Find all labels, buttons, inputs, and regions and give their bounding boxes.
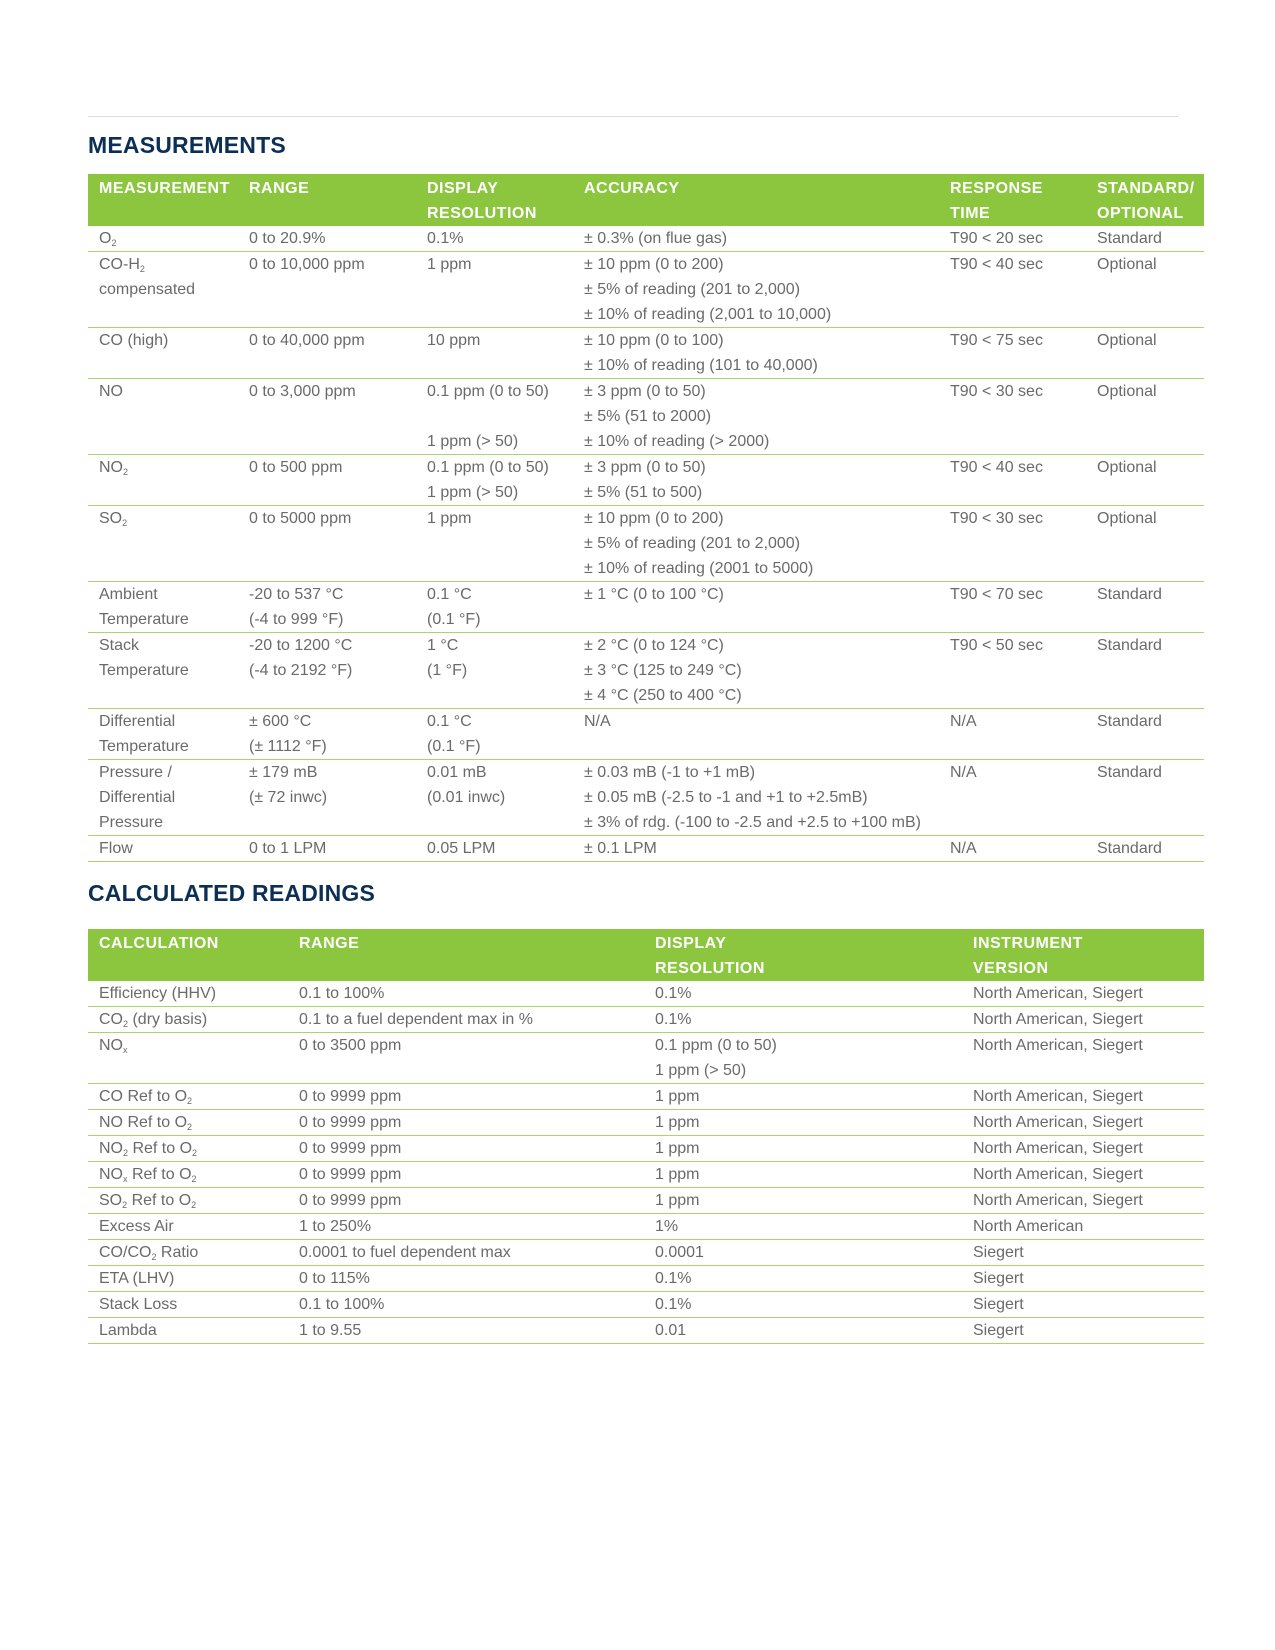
calculated-cell-calculation: Excess Air [88,1214,288,1240]
calculated-cell-calculation: $CO_2$ (dry basis) [88,1007,288,1033]
calculated-cell-calculation: $NO_x$ Ref to $O_2$ [88,1162,288,1188]
measurements-cell-measurement: Flow [88,836,238,862]
measurements-cell-standard: Standard [1086,709,1204,760]
calculated-cell-calculation: CO Ref to $O_2$ [88,1084,288,1110]
measurements-cell-measurement: $NO_2$ [88,455,238,506]
table-row [88,836,1204,862]
measurements-title: MEASUREMENTS [88,132,286,158]
measurements-cell-standard: Standard [1086,836,1204,862]
measurements-cell-resolution: 1 °C (1 °F) [416,633,573,709]
calculated-cell-version: North American [962,1214,1204,1240]
measurements-cell-standard: Standard [1086,760,1204,836]
table-row [88,379,1204,455]
calculated-cell-resolution: 0.1% [644,981,962,1007]
calculated-header-3: INSTRUMENT VERSION [962,929,1204,981]
measurements-cell-accuracy: ± 3 ppm (0 to 50) ± 5% (51 to 500) [573,455,939,506]
measurements-cell-accuracy: ± 0.3% (on flue gas) [573,226,939,252]
calculated-cell-resolution: 1 ppm [644,1188,962,1214]
table-row [88,252,1204,328]
table-row [88,633,1204,709]
table-row [88,1240,1204,1266]
calculated-cell-range: 1 to 9.55 [288,1318,644,1344]
measurements-cell-accuracy: ± 2 °C (0 to 124 °C) ± 3 °C (125 to 249 °C) ± 4 °C (250 to 400 °C) [573,633,939,709]
measurements-cell-response: T90 < 50 sec [939,633,1086,709]
measurements-cell-standard: Standard [1086,582,1204,633]
measurements-cell-response: T90 < 75 sec [939,328,1086,379]
calculated-cell-version: Siegert [962,1240,1204,1266]
measurements-cell-range: 0 to 5000 ppm [238,506,416,582]
calculated-cell-resolution: 1 ppm [644,1110,962,1136]
calculated-cell-version: North American, Siegert [962,1110,1204,1136]
table-row [88,506,1204,582]
calculated-cell-range: 1 to 250% [288,1214,644,1240]
measurements-cell-standard: Optional [1086,379,1204,455]
measurements-cell-accuracy: ± 10 ppm (0 to 200) ± 5% of reading (201 to 2,000) ± 10% of reading (2,001 to 10,000) [573,252,939,328]
table-row [88,709,1204,760]
table-row [88,981,1204,1007]
calculated-cell-range: 0.0001 to fuel dependent max [288,1240,644,1266]
measurements-header-4: RESPONSE TIME [939,174,1086,226]
calculated-cell-range: 0.1 to 100% [288,981,644,1007]
measurements-header-2: DISPLAY RESOLUTION [416,174,573,226]
calculated-cell-version: Siegert [962,1266,1204,1292]
measurements-cell-accuracy: ± 3 ppm (0 to 50) ± 5% (51 to 2000) ± 10% of reading (> 2000) [573,379,939,455]
calculated-cell-calculation: $SO_2$ Ref to $O_2$ [88,1188,288,1214]
measurements-cell-measurement: Ambient Temperature [88,582,238,633]
table-row [88,226,1204,252]
calculated-readings-table [88,929,1204,1344]
calculated-cell-version: North American, Siegert [962,1007,1204,1033]
calculated-cell-range: 0.1 to 100% [288,1292,644,1318]
measurements-cell-measurement: Pressure / Differential Pressure [88,760,238,836]
measurements-cell-accuracy: ± 0.1 LPM [573,836,939,862]
measurements-cell-response: T90 < 40 sec [939,252,1086,328]
calculated-readings-title: CALCULATED READINGS [88,880,376,906]
calculated-cell-resolution: 0.1% [644,1292,962,1318]
calculated-cell-resolution: 0.1% [644,1266,962,1292]
calculated-cell-calculation: Efficiency (HHV) [88,981,288,1007]
table-row [88,455,1204,506]
measurements-cell-accuracy: N/A [573,709,939,760]
measurements-cell-standard: Standard [1086,226,1204,252]
measurements-cell-resolution: 0.1 ppm (0 to 50) 1 ppm (> 50) [416,455,573,506]
table-row [88,1214,1204,1240]
measurements-cell-resolution: 0.01 mB (0.01 inwc) [416,760,573,836]
table-row [88,1033,1204,1084]
measurements-cell-resolution: 0.1 ppm (0 to 50) 1 ppm (> 50) [416,379,573,455]
measurements-cell-resolution: 0.1% [416,226,573,252]
calculated-cell-range: 0 to 9999 ppm [288,1084,644,1110]
measurements-cell-resolution: 0.1 °C (0.1 °F) [416,582,573,633]
measurements-cell-response: T90 < 30 sec [939,379,1086,455]
measurements-cell-accuracy: ± 1 °C (0 to 100 °C) [573,582,939,633]
measurements-cell-response: T90 < 40 sec [939,455,1086,506]
measurements-cell-response: T90 < 70 sec [939,582,1086,633]
table-row [88,582,1204,633]
measurements-cell-range: 0 to 500 ppm [238,455,416,506]
calculated-cell-calculation: $NO_2$ Ref to $O_2$ [88,1136,288,1162]
table-row [88,1162,1204,1188]
calculated-cell-version: North American, Siegert [962,1033,1204,1084]
measurements-cell-accuracy: ± 10 ppm (0 to 200) ± 5% of reading (201 to 2,000) ± 10% of reading (2001 to 5000) [573,506,939,582]
measurements-header-0: MEASUREMENT [88,174,238,226]
calculated-header-2: DISPLAY RESOLUTION [644,929,962,981]
measurements-cell-standard: Optional [1086,252,1204,328]
calculated-cell-version: North American, Siegert [962,1084,1204,1110]
calculated-cell-calculation: $CO/CO_2$ Ratio [88,1240,288,1266]
measurements-header-1: RANGE [238,174,416,226]
measurements-header-5: STANDARD/ OPTIONAL [1086,174,1204,226]
table-row [88,1084,1204,1110]
measurements-cell-range: 0 to 40,000 ppm [238,328,416,379]
table-row [88,1188,1204,1214]
calculated-cell-range: 0 to 115% [288,1266,644,1292]
table-row [88,1292,1204,1318]
measurements-cell-measurement: NO [88,379,238,455]
calculated-cell-calculation: ETA (LHV) [88,1266,288,1292]
calculated-cell-version: North American, Siegert [962,1188,1204,1214]
table-row [88,1110,1204,1136]
calculated-cell-calculation: NO Ref to $O_2$ [88,1110,288,1136]
calculated-cell-range: 0 to 3500 ppm [288,1033,644,1084]
measurements-table [88,174,1204,862]
measurements-cell-resolution: 1 ppm [416,252,573,328]
calculated-cell-range: 0 to 9999 ppm [288,1188,644,1214]
measurements-cell-standard: Optional [1086,506,1204,582]
measurements-cell-response: T90 < 30 sec [939,506,1086,582]
measurements-cell-measurement: $SO_2$ [88,506,238,582]
calculated-cell-version: North American, Siegert [962,981,1204,1007]
calculated-cell-range: 0.1 to a fuel dependent max in % [288,1007,644,1033]
calculated-cell-range: 0 to 9999 ppm [288,1162,644,1188]
measurements-cell-range: -20 to 537 °C (-4 to 999 °F) [238,582,416,633]
measurements-cell-range: 0 to 3,000 ppm [238,379,416,455]
table-row [88,328,1204,379]
measurements-cell-accuracy: ± 0.03 mB (-1 to +1 mB) ± 0.05 mB (-2.5 to -1 and +1 to +2.5mB) ± 3% of rdg. (-100 to -2.5 and +2.5 to +100 mB) [573,760,939,836]
calculated-header-0: CALCULATION [88,929,288,981]
measurements-cell-measurement: CO (high) [88,328,238,379]
measurements-cell-standard: Standard [1086,633,1204,709]
calculated-cell-version: Siegert [962,1292,1204,1318]
measurements-header-3: ACCURACY [573,174,939,226]
measurements-cell-range: -20 to 1200 °C (-4 to 2192 °F) [238,633,416,709]
calculated-cell-version: North American, Siegert [962,1162,1204,1188]
measurements-cell-response: T90 < 20 sec [939,226,1086,252]
calculated-cell-resolution: 0.1 ppm (0 to 50) 1 ppm (> 50) [644,1033,962,1084]
measurements-cell-resolution: 10 ppm [416,328,573,379]
measurements-cell-response: N/A [939,709,1086,760]
measurements-cell-resolution: 0.05 LPM [416,836,573,862]
calculated-cell-range: 0 to 9999 ppm [288,1136,644,1162]
calculated-cell-version: North American, Siegert [962,1136,1204,1162]
measurements-cell-range: 0 to 10,000 ppm [238,252,416,328]
calculated-cell-resolution: 0.0001 [644,1240,962,1266]
measurements-cell-range: ± 600 °C (± 1112 °F) [238,709,416,760]
calculated-header-1: RANGE [288,929,644,981]
calculated-cell-resolution: 1 ppm [644,1162,962,1188]
measurements-cell-measurement: $CO-H_2$ compensated [88,252,238,328]
measurements-cell-response: N/A [939,760,1086,836]
top-divider [88,116,1178,117]
measurements-cell-range: 0 to 20.9% [238,226,416,252]
measurements-cell-standard: Optional [1086,455,1204,506]
table-row [88,1136,1204,1162]
calculated-cell-calculation: Stack Loss [88,1292,288,1318]
table-row [88,760,1204,836]
table-row [88,1318,1204,1344]
calculated-cell-resolution: 0.1% [644,1007,962,1033]
table-row [88,1007,1204,1033]
calculated-cell-resolution: 1% [644,1214,962,1240]
measurements-cell-measurement: Differential Temperature [88,709,238,760]
table-row [88,1266,1204,1292]
calculated-cell-resolution: 1 ppm [644,1084,962,1110]
measurements-cell-response: N/A [939,836,1086,862]
calculated-cell-resolution: 0.01 [644,1318,962,1344]
measurements-cell-range: ± 179 mB (± 72 inwc) [238,760,416,836]
measurements-cell-resolution: 1 ppm [416,506,573,582]
calculated-cell-version: Siegert [962,1318,1204,1344]
measurements-cell-resolution: 0.1 °C (0.1 °F) [416,709,573,760]
calculated-cell-resolution: 1 ppm [644,1136,962,1162]
measurements-cell-standard: Optional [1086,328,1204,379]
calculated-cell-calculation: $NO_x$ [88,1033,288,1084]
calculated-cell-range: 0 to 9999 ppm [288,1110,644,1136]
calculated-cell-calculation: Lambda [88,1318,288,1344]
measurements-cell-measurement: $O_2$ [88,226,238,252]
measurements-cell-range: 0 to 1 LPM [238,836,416,862]
measurements-header-row [88,174,1204,226]
calculated-header-row [88,929,1204,981]
measurements-cell-accuracy: ± 10 ppm (0 to 100) ± 10% of reading (101 to 40,000) [573,328,939,379]
measurements-cell-measurement: Stack Temperature [88,633,238,709]
